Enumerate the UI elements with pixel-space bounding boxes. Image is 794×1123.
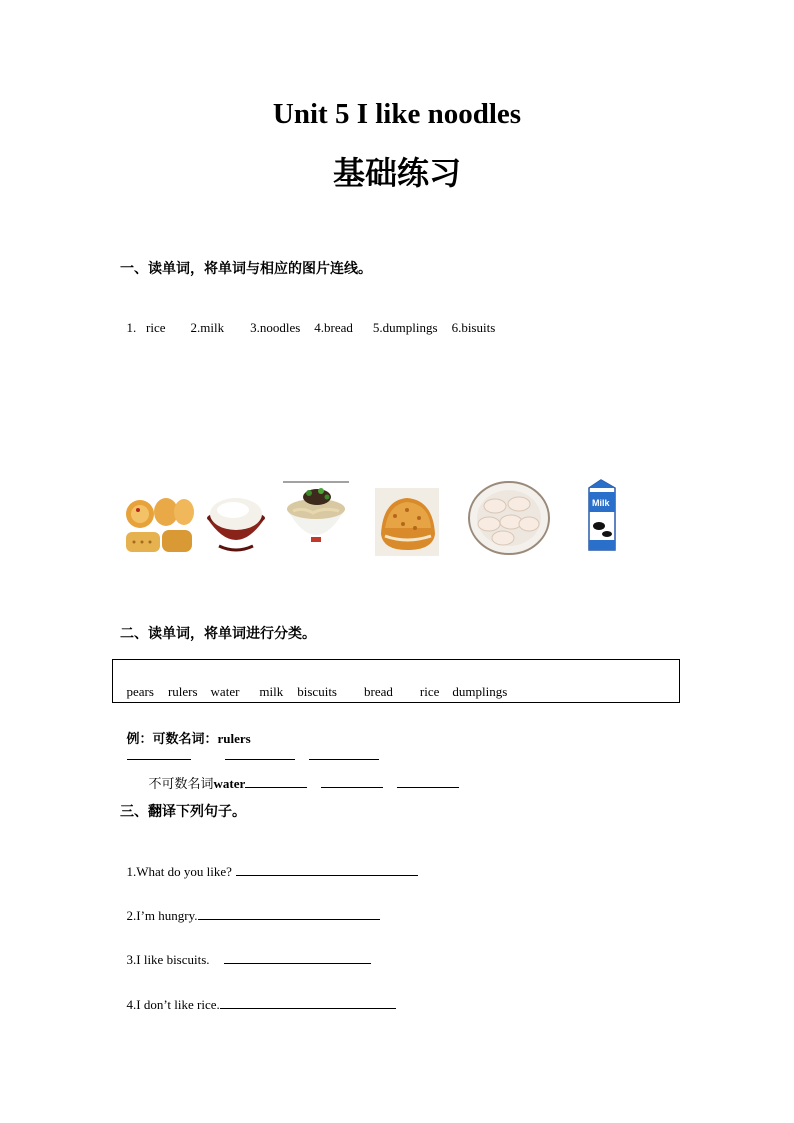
- sentence-text: 3.I like biscuits.: [126, 952, 210, 967]
- countable-example: rulers: [217, 731, 251, 746]
- section1-word-list: [120, 304, 495, 336]
- word-item: 4.bread: [314, 320, 353, 335]
- page-title: Unit 5 I like noodles: [272, 98, 522, 130]
- rice-bowl-picture: [205, 494, 267, 556]
- word-item: 1. rice: [126, 320, 166, 335]
- answer-blank[interactable]: [220, 996, 396, 1009]
- sentence-row: [120, 847, 418, 880]
- bread-picture: [375, 488, 439, 556]
- word-item: 5.dumplings: [372, 320, 438, 335]
- word-item: biscuits: [297, 684, 337, 699]
- milk-carton-picture: [585, 478, 619, 552]
- sentence-text: 4.I don’t like rice.: [126, 997, 220, 1012]
- word-item: pears: [126, 684, 154, 699]
- sentence-row: [120, 935, 371, 968]
- section1-heading: 一、读单词，将单词与相应的图片连线。: [120, 261, 372, 277]
- biscuits-picture: [122, 494, 196, 558]
- word-item: dumplings: [452, 684, 508, 699]
- uncountable-example: water: [213, 776, 246, 791]
- word-item: bread: [364, 684, 393, 699]
- sentence-row: [120, 891, 380, 924]
- word-item: milk: [259, 684, 284, 699]
- word-item: 6.bisuits: [451, 320, 496, 335]
- answer-blank[interactable]: [224, 951, 371, 964]
- word-item: rulers: [167, 684, 198, 699]
- answer-blank[interactable]: [245, 775, 307, 788]
- section2-heading: 二、读单词，将单词进行分类。: [120, 626, 316, 642]
- word-item: rice: [419, 684, 440, 699]
- answer-blank[interactable]: [236, 863, 418, 876]
- page-subtitle: 基础练习: [332, 154, 461, 192]
- section3-heading: 三、翻译下列句子。: [120, 804, 246, 820]
- sentence-row: [120, 980, 396, 1013]
- word-item: water: [210, 684, 240, 699]
- word-item: 3.noodles: [250, 320, 301, 335]
- sentence-text: 1.What do you like?: [126, 864, 232, 879]
- answer-blank[interactable]: [397, 775, 459, 788]
- answer-blank[interactable]: [321, 775, 383, 788]
- word-box-list: [120, 668, 507, 700]
- dumplings-plate-picture: [467, 480, 551, 556]
- uncountable-prefix: 不可数名词: [148, 777, 214, 792]
- noodles-bowl-picture: [283, 481, 349, 553]
- countable-prefix: 例：可数名词：: [126, 732, 218, 747]
- milk-label: Milk: [592, 498, 610, 508]
- uncountable-line: [142, 757, 459, 792]
- answer-blank[interactable]: [198, 907, 380, 920]
- word-item: 2.milk: [190, 320, 225, 335]
- sentence-text: 2.I’m hungry.: [126, 908, 198, 923]
